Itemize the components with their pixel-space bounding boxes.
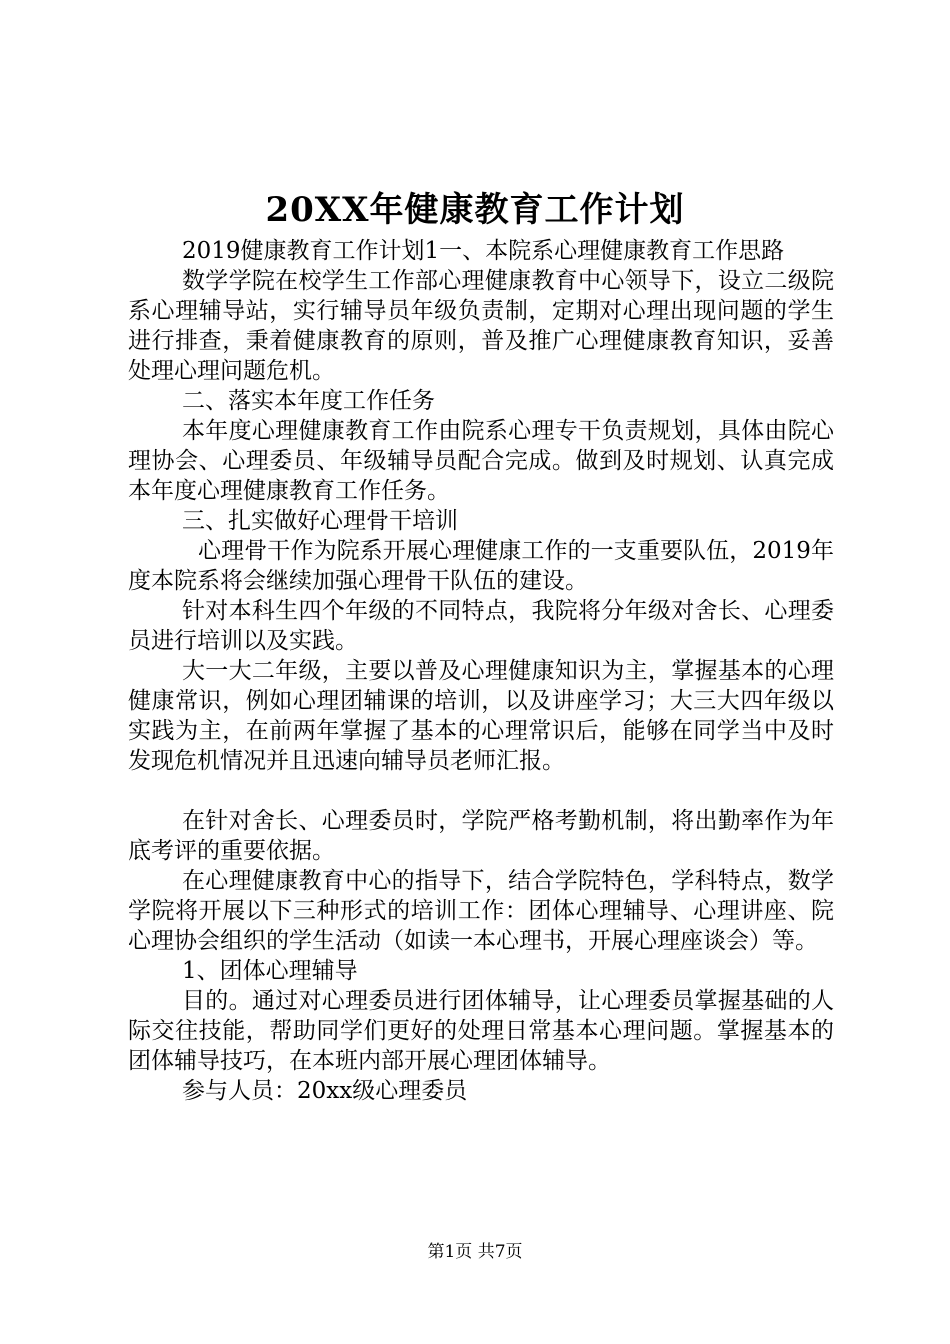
document-title: 20XX年健康教育工作计划 (265, 190, 685, 230)
paragraph-grades: 针对本科生四个年级的不同特点，我院将分年级对舍长、心理委员进行培训以及实践。 (128, 598, 834, 654)
paragraph-tasks: 本年度心理健康教育工作由院系心理专干负责规划，具体由院心理协会、心理委员、年级辅导员配合完成。做到及时规划、认真完成本年度心理健康教育工作任务。 (128, 418, 834, 504)
paragraph-leadership: 数学学院在校学生工作部心理健康教育中心领导下，设立二级院系心理辅导站，实行辅导员年级负责制，定期对心理出现问题的学生进行排查，秉着健康教育的原则，普及推广心理健康教育知识，妥善处理心理问题危机。 (128, 268, 834, 384)
subheading-group-counseling: 1、团体心理辅导 (182, 958, 358, 984)
section-heading-training: 三、扎实做好心理骨干培训 (182, 508, 458, 534)
paragraph-practice: 大一大二年级，主要以普及心理健康知识为主，掌握基本的心理健康常识，例如心理团辅课的培训，以及讲座学习；大三大四年级以实践为主，在前两年掌握了基本的心理常识后，能够在同学当中及时发现危机情况并且迅速向辅导员老师汇报。 (128, 658, 834, 774)
section-heading-tasks: 二、落实本年度工作任务 (182, 388, 435, 414)
paragraph-participants: 参与人员：20xx级心理委员 (182, 1078, 468, 1104)
paragraph-backbone: 心理骨干作为院系开展心理健康工作的一支重要队伍，2019年度本院系将会继续加强心理骨干队伍的建设。 (128, 538, 834, 594)
document-body (128, 236, 834, 1106)
paragraph-attendance: 在针对舍长、心理委员时，学院严格考勤机制，将出勤率作为年底考评的重要依据。 (128, 808, 834, 864)
page-number-footer: 第1页 共7页 (427, 1242, 523, 1262)
paragraph-purpose: 目的。通过对心理委员进行团体辅导，让心理委员掌握基础的人际交往技能，帮助同学们更好的处理日常基本心理问题。掌握基本的团体辅导技巧，在本班内部开展心理团体辅导。 (128, 988, 834, 1074)
paragraph-intro: 2019健康教育工作计划1一、本院系心理健康教育工作思路 (182, 238, 785, 264)
paragraph-spacer (128, 776, 834, 806)
paragraph-training-forms: 在心理健康教育中心的指导下，结合学院特色，学科特点，数学学院将开展以下三种形式的培训工作：团体心理辅导、心理讲座、院心理协会组织的学生活动（如读一本心理书，开展心理座谈会）等。 (128, 868, 834, 954)
